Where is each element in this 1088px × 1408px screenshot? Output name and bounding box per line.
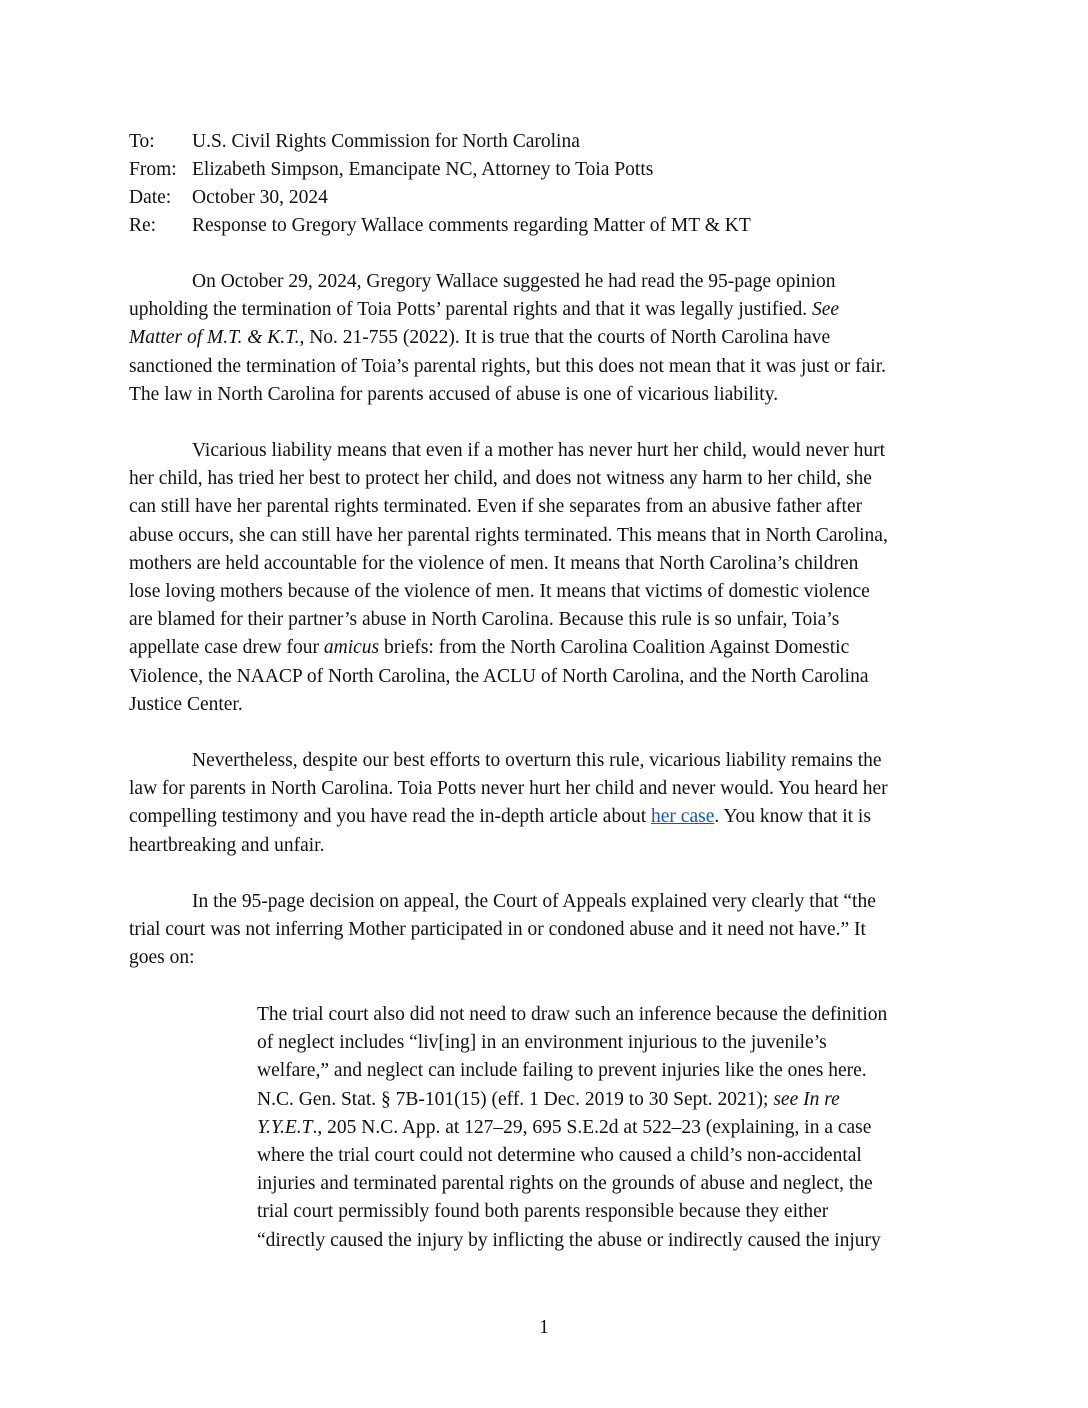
memo-to-label: To:: [129, 131, 155, 152]
memo-header: [129, 128, 751, 240]
quote-line: [257, 1114, 957, 1142]
text-run: . You know that it is: [714, 806, 871, 828]
paragraph-3: [129, 747, 959, 860]
text-run: , No. 21-755 (2022). It is true that the courts of North Carolina have: [299, 327, 831, 349]
paragraph-line: are blamed for their partner’s abuse in North Carolina. Because this rule is so unfair, Toia’s: [129, 609, 840, 631]
paragraph-line: goes on:: [129, 947, 195, 969]
quote-line: [257, 1086, 957, 1114]
memo-from-row: [129, 156, 751, 184]
text-run: ., 205 N.C. App. at 127–29, 695 S.E.2d at 522–23 (explaining, in a case: [312, 1116, 872, 1138]
italic-citation-signal: See: [812, 299, 840, 321]
paragraph-line: trial court was not inferring Mother participated in or condoned abuse and it need not have.” It: [129, 919, 866, 941]
paragraph-line: [129, 324, 959, 352]
paragraph-line: [129, 296, 959, 324]
page-number: 1: [539, 1317, 549, 1338]
text-run: appellate case drew four: [129, 637, 324, 659]
italic-case-name: Y.Y.E.T: [257, 1116, 313, 1138]
text-run: N.C. Gen. Stat. § 7B-101(15) (eff. 1 Dec. 2019 to 30 Sept. 2021);: [257, 1088, 774, 1110]
memo-re-label: Re:: [129, 215, 157, 236]
memo-date-value: October 30, 2024: [192, 187, 328, 208]
quote-line: where the trial court could not determine who caused a child’s non-accidental: [257, 1145, 862, 1167]
memo-to-value: U.S. Civil Rights Commission for North Carolina: [192, 131, 580, 152]
memo-re-row: [129, 212, 751, 240]
memo-date-row: [129, 184, 751, 212]
text-run: compelling testimony and you have read the in-depth article about: [129, 806, 652, 828]
paragraph-2: [129, 437, 959, 719]
quote-line: trial court permissibly found both parents responsible because they either: [257, 1201, 829, 1223]
paragraph-4: [129, 888, 959, 973]
paragraph-line: The law in North Carolina for parents accused of abuse is one of vicarious liability.: [129, 383, 779, 405]
block-quote: [257, 1001, 957, 1255]
memo-re-value: Response to Gregory Wallace comments regarding Matter of MT & KT: [192, 215, 751, 236]
italic-case-name: Matter of M.T. & K.T.: [129, 327, 300, 349]
paragraph-line: Violence, the NAACP of North Carolina, the ACLU of North Carolina, and the North Carolina: [129, 665, 869, 687]
italic-citation-signal: see In re: [773, 1088, 840, 1110]
paragraph-1: [129, 268, 959, 409]
paragraph-line: Justice Center.: [129, 693, 243, 715]
memo-date-label: Date:: [129, 187, 172, 208]
paragraph-line: In the 95-page decision on appeal, the Court of Appeals explained very clearly that “the: [192, 891, 876, 912]
paragraph-line: sanctioned the termination of Toia’s parental rights, but this does not mean that it was just or fair.: [129, 355, 886, 377]
text-run: briefs: from the North Carolina Coalition Against Domestic: [379, 637, 850, 659]
paragraph-line: [129, 803, 959, 831]
quote-line: of neglect includes “liv[ing] in an environment injurious to the juvenile’s: [257, 1032, 827, 1054]
her-case-link[interactable]: her case: [651, 806, 715, 828]
paragraph-line: Nevertheless, despite our best efforts to overturn this rule, vicarious liability remains the: [192, 750, 882, 771]
paragraph-line: can still have her parental rights terminated. Even if she separates from an abusive father after: [129, 496, 863, 518]
paragraph-line: heartbreaking and unfair.: [129, 834, 325, 856]
memo-from-value: Elizabeth Simpson, Emancipate NC, Attorney to Toia Potts: [192, 159, 654, 180]
italic-term: amicus: [323, 637, 380, 659]
paragraph-line: [129, 634, 959, 662]
paragraph-line: lose loving mothers because of the violence of men. It means that victims of domestic violence: [129, 581, 870, 603]
paragraph-line: law for parents in North Carolina. Toia Potts never hurt her child and never would. You heard her: [129, 778, 888, 800]
paragraph-line: On October 29, 2024, Gregory Wallace suggested he had read the 95-page opinion: [192, 271, 836, 292]
paragraph-line: mothers are held accountable for the violence of men. It means that North Carolina’s children: [129, 552, 859, 574]
quote-line: injuries and terminated parental rights on the grounds of abuse and neglect, the: [257, 1173, 873, 1195]
paragraph-line: Vicarious liability means that even if a mother has never hurt her child, would never hurt: [192, 440, 886, 461]
paragraph-line: abuse occurs, she can still have her parental rights terminated. This means that in North Carolina,: [129, 524, 888, 546]
quote-line: welfare,” and neglect can include failing to prevent injuries like the ones here.: [257, 1060, 867, 1082]
memo-to-row: [129, 128, 751, 156]
paragraph-line: her child, has tried her best to protect her child, and does not witness any harm to her child, she: [129, 468, 872, 490]
quote-line: “directly caused the injury by inflicting the abuse or indirectly caused the injury: [257, 1229, 881, 1251]
quote-line: The trial court also did not need to draw such an inference because the definition: [257, 1004, 888, 1025]
memo-from-label: From:: [129, 159, 177, 180]
text-run: upholding the termination of Toia Potts’ parental rights and that it was legally justified.: [129, 299, 812, 321]
